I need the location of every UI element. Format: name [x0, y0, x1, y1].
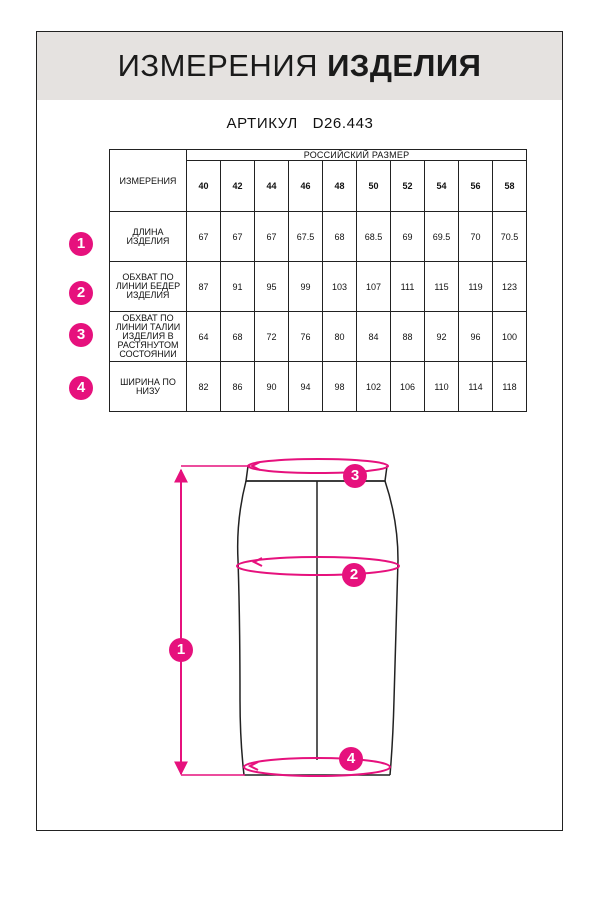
table-cell: 119 — [459, 262, 493, 312]
row-number-badge: 1 — [69, 232, 93, 256]
table-cell: 118 — [493, 362, 527, 412]
table-cell: 67 — [255, 212, 289, 262]
table-cell: 110 — [425, 362, 459, 412]
size-header: 42 — [221, 161, 255, 212]
table-cell: 91 — [221, 262, 255, 312]
hip-label: 2 — [342, 563, 366, 587]
table-cell: 106 — [391, 362, 425, 412]
table-cell: 69 — [391, 212, 425, 262]
article-code: D26.443 — [312, 115, 374, 132]
table-cell: 72 — [255, 312, 289, 362]
waist-label: 3 — [343, 464, 367, 488]
measurement-label: ОБХВАТ ПО ЛИНИИ БЕДЕР ИЗДЕЛИЯ — [110, 262, 187, 312]
size-header: 52 — [391, 161, 425, 212]
table-cell: 123 — [493, 262, 527, 312]
size-header: 46 — [289, 161, 323, 212]
hem-measure-ring — [244, 758, 390, 776]
waist-measure-ring — [248, 459, 388, 473]
table-cell: 64 — [187, 312, 221, 362]
table-cell: 87 — [187, 262, 221, 312]
table-cell: 67 — [221, 212, 255, 262]
table-cell: 67.5 — [289, 212, 323, 262]
table-cell: 82 — [187, 362, 221, 412]
table-cell: 68 — [323, 212, 357, 262]
table-cell: 70.5 — [493, 212, 527, 262]
table-cell: 114 — [459, 362, 493, 412]
hem-label: 4 — [339, 747, 363, 771]
table-cell: 99 — [289, 262, 323, 312]
size-header: 50 — [357, 161, 391, 212]
table-cell: 95 — [255, 262, 289, 312]
row-number-badge: 2 — [69, 281, 93, 305]
measurement-label: ШИРИНА ПО НИЗУ — [110, 362, 187, 412]
row-number-badge: 4 — [69, 376, 93, 400]
table-cell: 86 — [221, 362, 255, 412]
table-cell: 100 — [493, 312, 527, 362]
table-cell: 68 — [221, 312, 255, 362]
table-cell: 115 — [425, 262, 459, 312]
table-cell: 111 — [391, 262, 425, 312]
table-cell: 80 — [323, 312, 357, 362]
size-header: 48 — [323, 161, 357, 212]
measurement-label: ДЛИНА ИЗДЕЛИЯ — [110, 212, 187, 262]
table-cell: 69.5 — [425, 212, 459, 262]
table-cell: 84 — [357, 312, 391, 362]
table-cell: 68.5 — [357, 212, 391, 262]
table-cell: 107 — [357, 262, 391, 312]
table-cell: 92 — [425, 312, 459, 362]
length-label: 1 — [169, 638, 193, 662]
size-header: 44 — [255, 161, 289, 212]
table-cell: 94 — [289, 362, 323, 412]
table-cell: 67 — [187, 212, 221, 262]
table-cell: 88 — [391, 312, 425, 362]
table-cell: 98 — [323, 362, 357, 412]
title-bold: ИЗДЕЛИЯ — [327, 48, 482, 83]
size-group-label: РОССИЙСКИЙ РАЗМЕР — [187, 150, 527, 161]
size-header: 40 — [187, 161, 221, 212]
title-light: ИЗМЕРЕНИЯ — [117, 48, 318, 83]
table-cell: 103 — [323, 262, 357, 312]
measurement-label: ОБХВАТ ПО ЛИНИИ ТАЛИИ ИЗДЕЛИЯ В РАСТЯНУТОМ СОСТОЯНИИ — [110, 312, 187, 362]
corner-label: ИЗМЕРЕНИЯ — [110, 150, 187, 212]
table-cell: 76 — [289, 312, 323, 362]
table-cell: 96 — [459, 312, 493, 362]
size-header: 56 — [459, 161, 493, 212]
row-number-badge: 3 — [69, 323, 93, 347]
size-header: 54 — [425, 161, 459, 212]
table-cell: 102 — [357, 362, 391, 412]
size-header: 58 — [493, 161, 527, 212]
table-cell: 70 — [459, 212, 493, 262]
skirt-outline — [238, 466, 398, 775]
table-cell: 90 — [255, 362, 289, 412]
article-label: АРТИКУЛ — [226, 115, 298, 132]
